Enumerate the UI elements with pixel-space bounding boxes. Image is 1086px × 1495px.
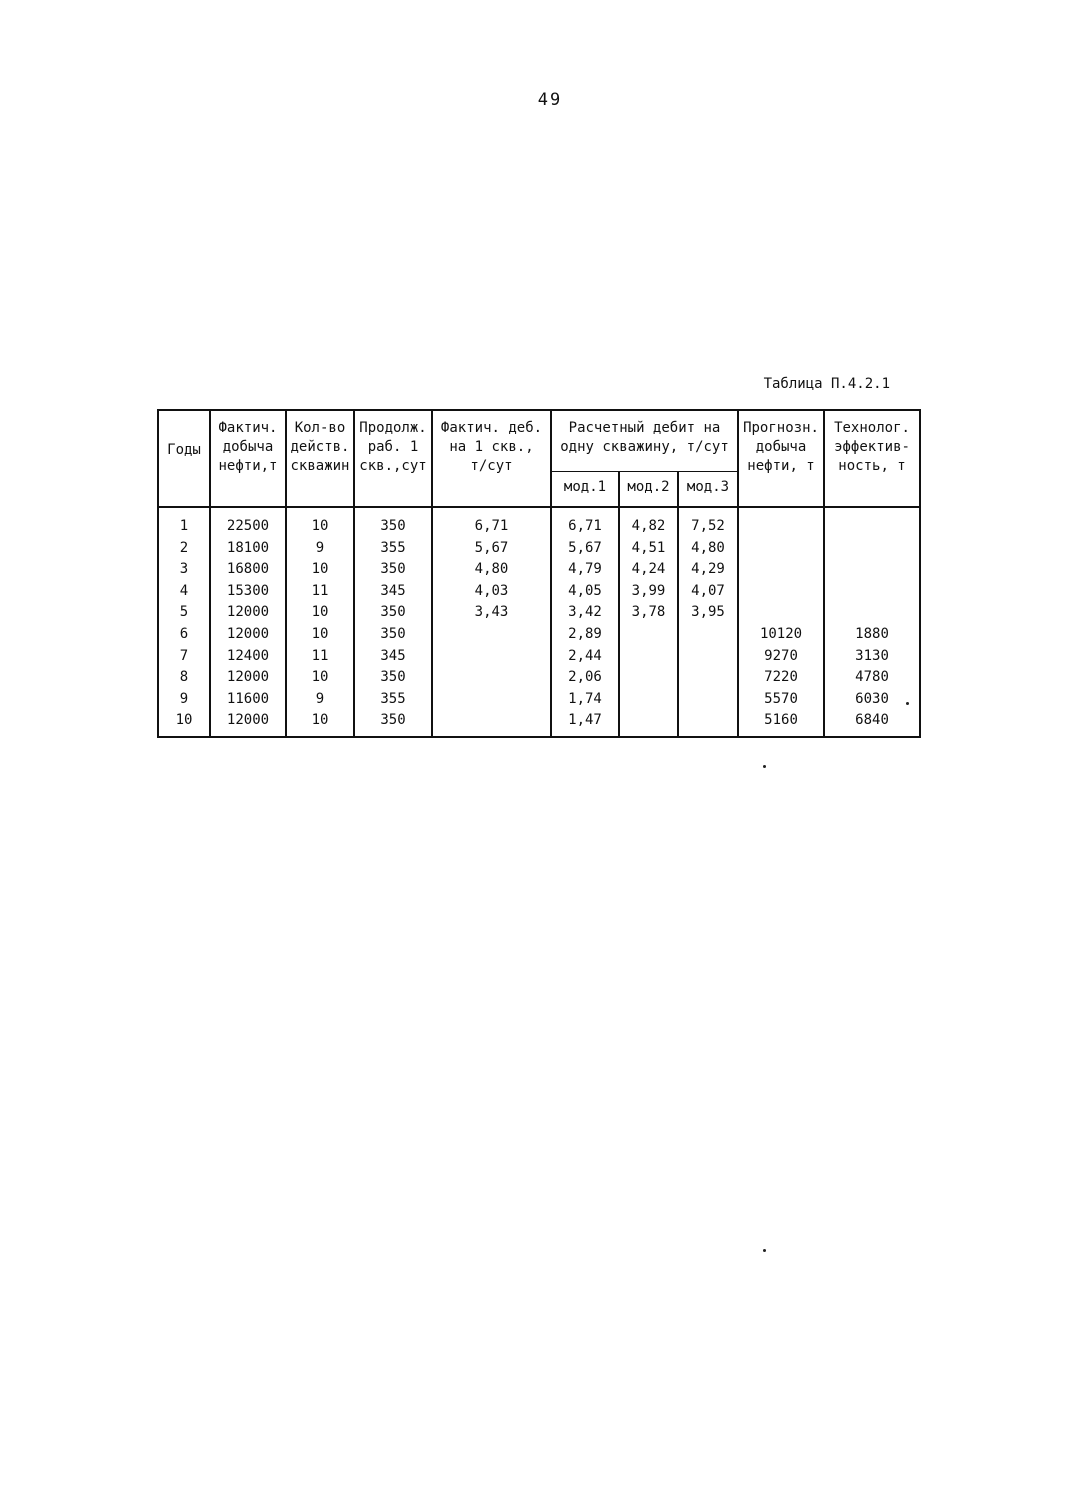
table-header: [158, 410, 920, 507]
cell-model1: 1,47: [551, 710, 619, 737]
cell-model2: 4,24: [619, 559, 678, 581]
cell-actual-rate: [432, 689, 551, 711]
cell-year: 7: [158, 646, 210, 668]
cell-model3: 3,95: [678, 602, 738, 624]
cell-model1: 1,74: [551, 689, 619, 711]
header-model1: мод.1: [551, 472, 619, 508]
table-row: [158, 689, 920, 711]
cell-model2: 3,78: [619, 602, 678, 624]
header-actual-production: Фактич. добыча нефти,т: [210, 410, 286, 507]
table-row: [158, 624, 920, 646]
cell-efficiency: 4780: [824, 667, 920, 689]
cell-production: 18100: [210, 538, 286, 560]
cell-production: 12000: [210, 667, 286, 689]
cell-year: 10: [158, 710, 210, 737]
cell-model2: 3,99: [619, 581, 678, 603]
table-caption: Таблица П.4.2.1: [763, 376, 890, 392]
cell-year: 1: [158, 507, 210, 538]
table-row: [158, 646, 920, 668]
cell-wells: 9: [286, 538, 354, 560]
cell-model1: 6,71: [551, 507, 619, 538]
cell-model3: [678, 624, 738, 646]
cell-efficiency: [824, 602, 920, 624]
cell-duration: 350: [354, 624, 432, 646]
cell-actual-rate: [432, 646, 551, 668]
table-row: [158, 559, 920, 581]
cell-year: 9: [158, 689, 210, 711]
header-forecast-production: Прогнозн. добыча нефти, т: [738, 410, 824, 507]
cell-production: 11600: [210, 689, 286, 711]
stray-mark: [906, 702, 909, 705]
table-row: [158, 602, 920, 624]
cell-model3: [678, 667, 738, 689]
stray-mark: [763, 1249, 766, 1252]
table-body: [158, 507, 920, 737]
table-row: [158, 710, 920, 737]
cell-efficiency: 6840: [824, 710, 920, 737]
cell-forecast: 5570: [738, 689, 824, 711]
cell-model2: [619, 667, 678, 689]
header-wells-count: Кол-во действ. скважин: [286, 410, 354, 507]
cell-actual-rate: 6,71: [432, 507, 551, 538]
cell-efficiency: [824, 538, 920, 560]
cell-forecast: 10120: [738, 624, 824, 646]
cell-duration: 350: [354, 710, 432, 737]
cell-wells: 10: [286, 710, 354, 737]
cell-model2: [619, 624, 678, 646]
cell-year: 8: [158, 667, 210, 689]
cell-wells: 11: [286, 646, 354, 668]
cell-model2: [619, 689, 678, 711]
cell-model1: 2,89: [551, 624, 619, 646]
cell-wells: 9: [286, 689, 354, 711]
cell-model1: 5,67: [551, 538, 619, 560]
table-row: [158, 581, 920, 603]
cell-forecast: [738, 581, 824, 603]
stray-mark: [763, 765, 766, 768]
cell-forecast: 5160: [738, 710, 824, 737]
header-tech-efficiency: Технолог. эффектив- ность, т: [824, 410, 920, 507]
cell-production: 12000: [210, 710, 286, 737]
cell-forecast: 9270: [738, 646, 824, 668]
cell-model1: 2,06: [551, 667, 619, 689]
cell-duration: 355: [354, 538, 432, 560]
cell-model3: [678, 710, 738, 737]
cell-model3: 4,29: [678, 559, 738, 581]
table-row: [158, 507, 920, 538]
cell-forecast: [738, 559, 824, 581]
cell-model2: 4,51: [619, 538, 678, 560]
data-table: [157, 409, 921, 738]
cell-actual-rate: 4,03: [432, 581, 551, 603]
cell-duration: 355: [354, 689, 432, 711]
cell-efficiency: 1880: [824, 624, 920, 646]
header-work-duration: Продолж. раб. 1 скв.,сут: [354, 410, 432, 507]
cell-forecast: [738, 602, 824, 624]
cell-model2: [619, 710, 678, 737]
header-actual-rate: Фактич. деб. на 1 скв., т/сут: [432, 410, 551, 507]
cell-production: 12000: [210, 624, 286, 646]
cell-year: 2: [158, 538, 210, 560]
cell-model1: 4,79: [551, 559, 619, 581]
cell-year: 3: [158, 559, 210, 581]
cell-duration: 350: [354, 602, 432, 624]
cell-wells: 10: [286, 602, 354, 624]
cell-model3: 4,07: [678, 581, 738, 603]
cell-production: 12400: [210, 646, 286, 668]
cell-duration: 345: [354, 646, 432, 668]
cell-actual-rate: 5,67: [432, 538, 551, 560]
cell-year: 4: [158, 581, 210, 603]
cell-actual-rate: 3,43: [432, 602, 551, 624]
cell-forecast: 7220: [738, 667, 824, 689]
cell-model1: 4,05: [551, 581, 619, 603]
header-years: Годы: [158, 410, 210, 507]
cell-year: 6: [158, 624, 210, 646]
cell-forecast: [738, 538, 824, 560]
cell-wells: 10: [286, 507, 354, 538]
cell-actual-rate: 4,80: [432, 559, 551, 581]
cell-efficiency: 3130: [824, 646, 920, 668]
cell-efficiency: [824, 507, 920, 538]
cell-model3: [678, 646, 738, 668]
header-model2: мод.2: [619, 472, 678, 508]
table-row: [158, 538, 920, 560]
cell-model3: [678, 689, 738, 711]
cell-wells: 10: [286, 559, 354, 581]
header-model3: мод.3: [678, 472, 738, 508]
cell-production: 15300: [210, 581, 286, 603]
cell-duration: 350: [354, 507, 432, 538]
cell-forecast: [738, 507, 824, 538]
cell-model2: 4,82: [619, 507, 678, 538]
cell-wells: 10: [286, 624, 354, 646]
cell-model2: [619, 646, 678, 668]
cell-duration: 350: [354, 667, 432, 689]
cell-model3: 4,80: [678, 538, 738, 560]
cell-duration: 350: [354, 559, 432, 581]
cell-model3: 7,52: [678, 507, 738, 538]
cell-actual-rate: [432, 667, 551, 689]
cell-year: 5: [158, 602, 210, 624]
cell-model1: 3,42: [551, 602, 619, 624]
cell-efficiency: [824, 581, 920, 603]
cell-efficiency: 6030: [824, 689, 920, 711]
cell-actual-rate: [432, 710, 551, 737]
header-row: [158, 410, 920, 472]
cell-production: 12000: [210, 602, 286, 624]
cell-production: 16800: [210, 559, 286, 581]
table-row: [158, 667, 920, 689]
cell-efficiency: [824, 559, 920, 581]
cell-duration: 345: [354, 581, 432, 603]
page-number: 49: [537, 90, 563, 110]
header-calculated-rate: Расчетный дебит на одну скважину, т/сут: [551, 410, 738, 472]
cell-production: 22500: [210, 507, 286, 538]
cell-actual-rate: [432, 624, 551, 646]
cell-wells: 10: [286, 667, 354, 689]
cell-wells: 11: [286, 581, 354, 603]
cell-model1: 2,44: [551, 646, 619, 668]
